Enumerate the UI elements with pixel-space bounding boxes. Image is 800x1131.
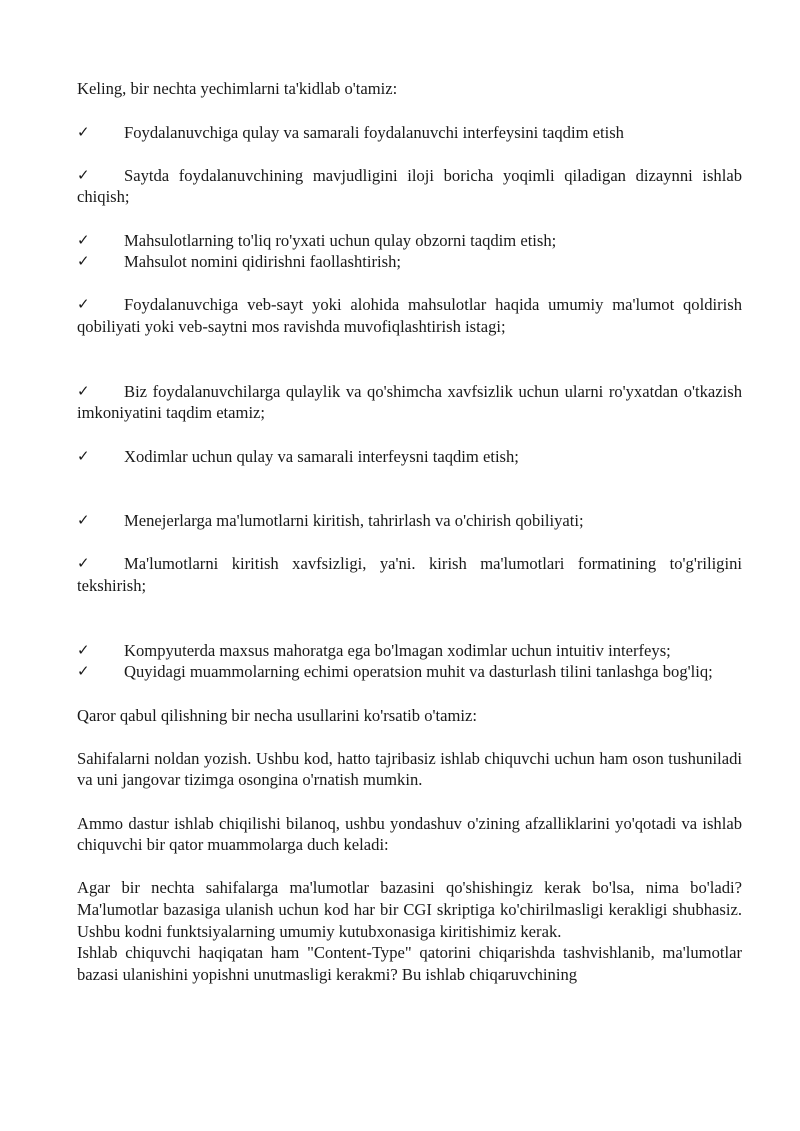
list-item-text: Saytda foydalanuvchining mavjudligini iloji boricha yoqimli qiladigan dizaynni ishlab chiqish; xyxy=(77,165,742,207)
list-item xyxy=(77,446,742,468)
list-item-text: Foydalanuvchiga qulay va samarali foydalanuvchi interfeysini taqdim etish xyxy=(124,122,624,142)
list-item-text: Mahsulotlarning to'liq ro'yxati uchun qulay obzorni taqdim etish; xyxy=(124,230,557,250)
list-item xyxy=(77,640,742,662)
list-item xyxy=(77,122,742,144)
list-item-text: Foydalanuvchiga veb-sayt yoki alohida mahsulotlar haqida umumiy ma'lumot qoldirish qobiliyati yoki veb-saytni mos ravishda muvofiqlashtirish istagi; xyxy=(77,295,742,336)
checkmark-icon: ✓ xyxy=(77,252,90,271)
list-item-text: Biz foydalanuvchilarga qulaylik va qo'shimcha xavfsizlik uchun ularni ro'yxatdan o'tkazish imkoniyatini taqdim etamiz; xyxy=(77,381,742,423)
list-item xyxy=(77,165,742,208)
list-item xyxy=(77,381,742,424)
paragraph: Qaror qabul qilishning bir necha usullarini ko'rsatib o'tamiz: xyxy=(77,705,477,725)
list-item xyxy=(77,294,742,337)
list-item xyxy=(77,553,742,596)
checkmark-icon: ✓ xyxy=(77,511,90,530)
checkmark-icon: ✓ xyxy=(77,640,90,659)
list-item xyxy=(77,251,742,273)
list-item xyxy=(77,230,742,252)
checkmark-icon: ✓ xyxy=(77,554,90,573)
list-item-text: Quyidagi muammolarning echimi operatsion muhit va dasturlash tilini tanlashga bog'liq; xyxy=(124,662,713,682)
document-page xyxy=(77,78,742,985)
checkmark-icon: ✓ xyxy=(77,446,90,465)
list-item-text: Menejerlarga ma'lumotlarni kiritish, tahrirlash va o'chirish qobiliyati; xyxy=(124,511,584,531)
paragraph: Agar bir nechta sahifalarga ma'lumotlar bazasini qo'shishingiz kerak bo'lsa, nima bo'ladi? Ma'lumotlar bazasiga ulanish uchun kod har bir CGI skriptiga ko'chirilmasligi kerakligi shubhasiz. Ushbu kodni funktsiyalarning umumiy kutubxonasiga kiritishimiz kerak. xyxy=(77,878,742,941)
checkmark-icon: ✓ xyxy=(77,230,90,249)
list-item-text: Ma'lumotlarni kiritish xavfsizligi, ya'ni. kirish ma'lumotlari formatining to'g'riligini tekshirish; xyxy=(77,554,742,596)
checkmark-icon: ✓ xyxy=(77,165,90,184)
list-item xyxy=(77,510,742,532)
list-item-text: Mahsulot nomini qidirishni faollashtirish; xyxy=(124,252,402,272)
paragraph: Ishlab chiquvchi haqiqatan ham "Content-Type" qatorini chiqarishda tashvishlanib, ma'lumotlar bazasi ulanishini yopishni unutmasligi kerakmi? Bu ishlab chiqaruvchining xyxy=(77,943,742,984)
list-item-text: Xodimlar uchun qulay va samarali interfeysni taqdim etish; xyxy=(124,446,519,466)
checkmark-icon: ✓ xyxy=(77,295,90,314)
list-item xyxy=(77,661,742,683)
list-item-text: Kompyuterda maxsus mahoratga ega bo'lmagan xodimlar uchun intuitiv interfeys; xyxy=(124,640,671,660)
paragraph: Ammo dastur ishlab chiqilishi bilanoq, ushbu yondashuv o'zining afzalliklarini yo'qotadi va ishlab chiquvchi bir qator muammolarga duch keladi: xyxy=(77,813,742,855)
intro-text: Keling, bir nechta yechimlarni ta'kidlab o'tamiz: xyxy=(77,79,398,98)
checkmark-icon: ✓ xyxy=(77,122,90,141)
checkmark-icon: ✓ xyxy=(77,381,90,400)
checkmark-icon: ✓ xyxy=(77,662,90,681)
paragraph: Sahifalarni noldan yozish. Ushbu kod, hatto tajribasiz ishlab chiquvchi uchun ham oson tushuniladi va uni jangovar tizimga osongina o'rnatish mumkin. xyxy=(77,748,742,790)
